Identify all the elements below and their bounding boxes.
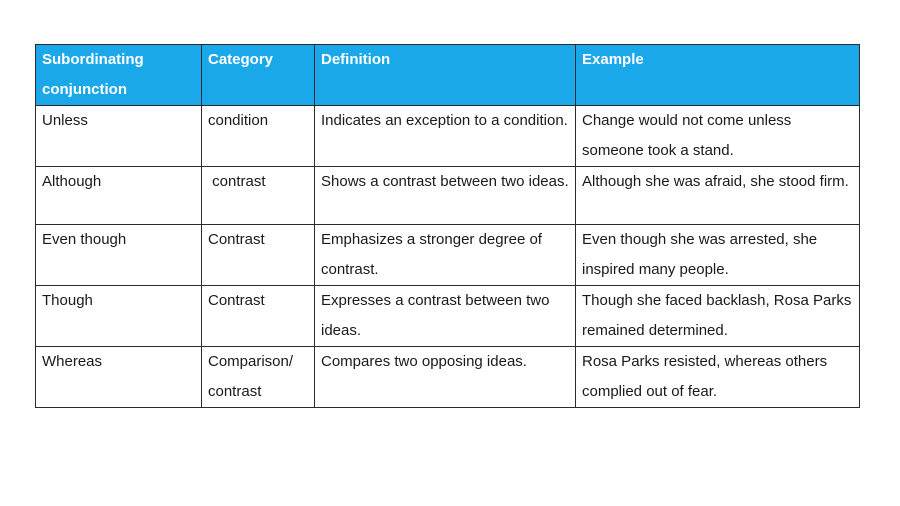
cell-example: Though she faced backlash, Rosa Parks remained determined. <box>576 286 860 347</box>
table-row <box>36 106 860 167</box>
header-definition: Definition <box>315 45 576 106</box>
table-row <box>36 167 860 225</box>
table-row <box>36 347 860 408</box>
cell-conjunction: Unless <box>36 106 202 167</box>
conjunction-table <box>35 44 860 408</box>
cell-conjunction: Though <box>36 286 202 347</box>
table-row <box>36 225 860 286</box>
cell-definition: Shows a contrast between two ideas. <box>315 167 576 225</box>
header-conjunction: Subordinating conjunction <box>36 45 202 106</box>
cell-example: Rosa Parks resisted, whereas others complied out of fear. <box>576 347 860 408</box>
cell-conjunction: Whereas <box>36 347 202 408</box>
cell-definition: Emphasizes a stronger degree of contrast. <box>315 225 576 286</box>
table-body <box>36 106 860 408</box>
cell-category: Contrast <box>202 286 315 347</box>
cell-conjunction: Although <box>36 167 202 225</box>
header-example: Example <box>576 45 860 106</box>
cell-conjunction: Even though <box>36 225 202 286</box>
cell-category: Contrast <box>202 225 315 286</box>
cell-definition: Expresses a contrast between two ideas. <box>315 286 576 347</box>
cell-category: Comparison/ contrast <box>202 347 315 408</box>
cell-category: condition <box>202 106 315 167</box>
header-category: Category <box>202 45 315 106</box>
cell-definition: Indicates an exception to a condition. <box>315 106 576 167</box>
cell-example: Although she was afraid, she stood firm. <box>576 167 860 225</box>
table-row <box>36 286 860 347</box>
cell-example: Even though she was arrested, she inspired many people. <box>576 225 860 286</box>
cell-definition: Compares two opposing ideas. <box>315 347 576 408</box>
cell-example: Change would not come unless someone took a stand. <box>576 106 860 167</box>
table-header <box>36 45 860 106</box>
header-row <box>36 45 860 106</box>
cell-category: contrast <box>202 167 315 225</box>
